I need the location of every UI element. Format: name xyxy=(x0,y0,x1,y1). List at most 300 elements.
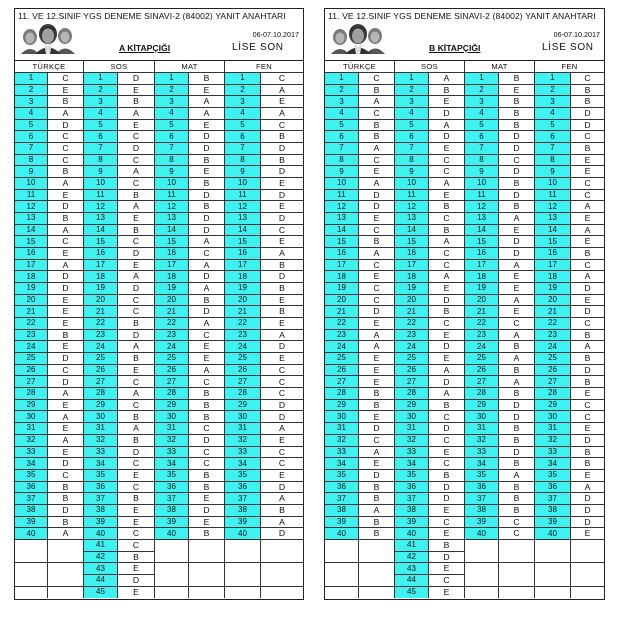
answer-key: D xyxy=(261,143,303,155)
question-number: 23 xyxy=(535,330,571,342)
question-number: 8 xyxy=(465,155,499,167)
question-number: 30 xyxy=(395,411,429,423)
question-number: 2 xyxy=(225,85,261,97)
grade-level-label: LİSE SON xyxy=(542,42,594,53)
empty-cell xyxy=(225,575,261,587)
answer-key: D xyxy=(48,458,84,470)
empty-cell xyxy=(325,552,359,564)
empty-cell xyxy=(499,587,535,599)
answer-key: C xyxy=(429,260,465,272)
question-number: 19 xyxy=(535,283,571,295)
question-number: 23 xyxy=(325,330,359,342)
answer-key: D xyxy=(48,271,84,283)
answer-key: E xyxy=(359,166,395,178)
question-number: 17 xyxy=(325,260,359,272)
answer-key: B xyxy=(261,505,303,517)
question-number: 25 xyxy=(15,353,48,365)
answer-key: A xyxy=(261,493,303,505)
question-number: 13 xyxy=(535,213,571,225)
question-number: 39 xyxy=(225,517,261,529)
question-number: 44 xyxy=(84,575,118,587)
answer-key: E xyxy=(48,423,84,435)
answer-key: D xyxy=(261,528,303,540)
question-number: 32 xyxy=(225,435,261,447)
empty-cell xyxy=(155,575,189,587)
answer-key: D xyxy=(571,517,604,529)
question-number: 11 xyxy=(84,190,118,202)
answer-key: A xyxy=(261,248,303,260)
question-number: 24 xyxy=(465,341,499,353)
question-number: 20 xyxy=(155,295,189,307)
question-number: 23 xyxy=(395,330,429,342)
question-number: 2 xyxy=(325,85,359,97)
answer-key: E xyxy=(261,353,303,365)
question-number: 7 xyxy=(225,143,261,155)
answer-key: D xyxy=(499,411,535,423)
answer-key: C xyxy=(261,376,303,388)
answer-key: A xyxy=(499,376,535,388)
question-number: 36 xyxy=(535,482,571,494)
answer-key: E xyxy=(189,517,225,529)
question-number: 25 xyxy=(395,353,429,365)
answer-key: E xyxy=(429,190,465,202)
question-number: 18 xyxy=(15,271,48,283)
answer-key: D xyxy=(261,400,303,412)
answer-key: A xyxy=(261,85,303,97)
question-number: 23 xyxy=(465,330,499,342)
question-number: 22 xyxy=(15,318,48,330)
answer-key: C xyxy=(571,411,604,423)
answer-key: C xyxy=(429,411,465,423)
question-number: 5 xyxy=(84,120,118,132)
question-number: 7 xyxy=(465,143,499,155)
question-number: 1 xyxy=(225,73,261,85)
answer-key: E xyxy=(189,166,225,178)
answer-key: A xyxy=(189,108,225,120)
question-number: 25 xyxy=(225,353,261,365)
question-number: 29 xyxy=(325,400,359,412)
answer-key: D xyxy=(118,73,155,85)
question-number: 39 xyxy=(535,517,571,529)
answer-key: D xyxy=(571,493,604,505)
question-number: 22 xyxy=(225,318,261,330)
answer-key: D xyxy=(261,166,303,178)
empty-cell xyxy=(499,540,535,552)
empty-cell xyxy=(189,552,225,564)
answer-grid xyxy=(15,60,303,598)
answer-key: C xyxy=(118,236,155,248)
question-number: 6 xyxy=(465,131,499,143)
booklet-label: B KİTAPÇIĞI xyxy=(429,43,481,53)
answer-key: E xyxy=(571,213,604,225)
question-number: 36 xyxy=(15,482,48,494)
answer-key: A xyxy=(261,108,303,120)
answer-key: A xyxy=(118,423,155,435)
answer-key: C xyxy=(261,388,303,400)
question-number: 13 xyxy=(84,213,118,225)
question-number: 37 xyxy=(325,493,359,505)
question-number: 23 xyxy=(15,330,48,342)
answer-key: B xyxy=(189,388,225,400)
answer-key: C xyxy=(48,236,84,248)
answer-key: B xyxy=(189,400,225,412)
answer-key: B xyxy=(118,96,155,108)
question-number: 12 xyxy=(225,201,261,213)
answer-key: E xyxy=(118,213,155,225)
answer-key: B xyxy=(499,96,535,108)
answer-key: A xyxy=(499,260,535,272)
answer-key: C xyxy=(189,330,225,342)
question-number: 11 xyxy=(535,190,571,202)
question-number: 6 xyxy=(155,131,189,143)
answer-key: B xyxy=(118,435,155,447)
question-number: 40 xyxy=(225,528,261,540)
question-number: 27 xyxy=(465,376,499,388)
answer-key: E xyxy=(571,155,604,167)
answer-key: A xyxy=(48,108,84,120)
empty-cell xyxy=(261,552,303,564)
answer-key: D xyxy=(499,190,535,202)
answer-key: B xyxy=(571,376,604,388)
question-number: 38 xyxy=(15,505,48,517)
question-number: 30 xyxy=(535,411,571,423)
answer-key: E xyxy=(48,341,84,353)
answer-key: A xyxy=(359,447,395,459)
answer-key: D xyxy=(571,306,604,318)
question-number: 2 xyxy=(395,85,429,97)
answer-key: B xyxy=(189,470,225,482)
question-number: 12 xyxy=(325,201,359,213)
empty-cell xyxy=(571,552,604,564)
empty-cell xyxy=(189,563,225,575)
question-number: 6 xyxy=(395,131,429,143)
answer-key: B xyxy=(261,306,303,318)
question-number: 21 xyxy=(155,306,189,318)
question-number: 38 xyxy=(325,505,359,517)
answer-grid xyxy=(325,60,604,598)
answer-key: B xyxy=(118,411,155,423)
answer-key: E xyxy=(499,306,535,318)
question-number: 27 xyxy=(155,376,189,388)
question-number: 29 xyxy=(155,400,189,412)
answer-key: C xyxy=(571,318,604,330)
answer-key: E xyxy=(359,365,395,377)
question-number: 24 xyxy=(535,341,571,353)
question-number: 3 xyxy=(395,96,429,108)
question-number: 30 xyxy=(84,411,118,423)
question-number: 13 xyxy=(225,213,261,225)
answer-key: C xyxy=(48,143,84,155)
school-logo xyxy=(19,22,77,54)
question-number: 28 xyxy=(225,388,261,400)
answer-key: C xyxy=(118,178,155,190)
empty-cell xyxy=(225,540,261,552)
question-number: 1 xyxy=(84,73,118,85)
answer-key: A xyxy=(48,388,84,400)
answer-key: D xyxy=(48,376,84,388)
question-number: 35 xyxy=(15,470,48,482)
question-number: 34 xyxy=(535,458,571,470)
answer-key: C xyxy=(48,365,84,377)
question-number: 30 xyxy=(325,411,359,423)
question-number: 11 xyxy=(465,190,499,202)
answer-key: B xyxy=(499,435,535,447)
question-number: 29 xyxy=(465,400,499,412)
question-number: 18 xyxy=(84,271,118,283)
question-number: 12 xyxy=(535,201,571,213)
answer-key: B xyxy=(48,166,84,178)
empty-cell xyxy=(535,563,571,575)
empty-cell xyxy=(261,540,303,552)
question-number: 40 xyxy=(155,528,189,540)
question-number: 1 xyxy=(395,73,429,85)
question-number: 42 xyxy=(84,552,118,564)
question-number: 25 xyxy=(535,353,571,365)
answer-key: A xyxy=(429,365,465,377)
answer-key: B xyxy=(359,493,395,505)
empty-cell xyxy=(48,552,84,564)
answer-key: C xyxy=(359,108,395,120)
exam-date: 06-07.10.2017 xyxy=(553,30,600,39)
answer-key: E xyxy=(429,283,465,295)
answer-key: D xyxy=(261,213,303,225)
question-number: 13 xyxy=(15,213,48,225)
answer-key: E xyxy=(189,353,225,365)
answer-key: C xyxy=(359,260,395,272)
question-number: 37 xyxy=(15,493,48,505)
question-number: 19 xyxy=(225,283,261,295)
question-number: 2 xyxy=(465,85,499,97)
answer-key: E xyxy=(48,306,84,318)
subject-header-fen: FEN xyxy=(225,61,303,73)
answer-key: C xyxy=(261,120,303,132)
question-number: 14 xyxy=(84,225,118,237)
question-number: 22 xyxy=(535,318,571,330)
answer-key: C xyxy=(118,458,155,470)
empty-cell xyxy=(261,575,303,587)
question-number: 34 xyxy=(325,458,359,470)
question-number: 25 xyxy=(325,353,359,365)
empty-cell xyxy=(261,587,303,599)
answer-key: B xyxy=(189,411,225,423)
question-number: 40 xyxy=(465,528,499,540)
question-number: 20 xyxy=(225,295,261,307)
answer-key: A xyxy=(359,178,395,190)
answer-key: A xyxy=(118,341,155,353)
answer-key-sheet-b xyxy=(324,8,605,600)
question-number: 33 xyxy=(465,447,499,459)
empty-cell xyxy=(325,587,359,599)
question-number: 24 xyxy=(395,341,429,353)
exam-date: 06-07.10.2017 xyxy=(252,30,299,39)
empty-cell xyxy=(465,587,499,599)
answer-key: D xyxy=(189,505,225,517)
answer-key: A xyxy=(499,470,535,482)
answer-key: E xyxy=(118,120,155,132)
answer-key: E xyxy=(359,213,395,225)
answer-key: A xyxy=(429,178,465,190)
question-number: 6 xyxy=(325,131,359,143)
empty-cell xyxy=(571,575,604,587)
question-number: 34 xyxy=(84,458,118,470)
question-number: 9 xyxy=(535,166,571,178)
empty-cell xyxy=(535,575,571,587)
question-number: 9 xyxy=(84,166,118,178)
empty-cell xyxy=(325,575,359,587)
question-number: 9 xyxy=(465,166,499,178)
question-number: 20 xyxy=(325,295,359,307)
question-number: 11 xyxy=(225,190,261,202)
answer-key: C xyxy=(429,213,465,225)
answer-key: D xyxy=(571,365,604,377)
question-number: 18 xyxy=(535,271,571,283)
answer-key: C xyxy=(429,458,465,470)
question-number: 3 xyxy=(325,96,359,108)
question-number: 38 xyxy=(84,505,118,517)
question-number: 8 xyxy=(395,155,429,167)
answer-key: C xyxy=(189,458,225,470)
answer-key: C xyxy=(118,540,155,552)
question-number: 1 xyxy=(15,73,48,85)
answer-key: D xyxy=(429,423,465,435)
answer-key: A xyxy=(48,435,84,447)
answer-key: B xyxy=(499,423,535,435)
answer-key: C xyxy=(118,376,155,388)
empty-cell xyxy=(499,563,535,575)
answer-key: B xyxy=(189,528,225,540)
answer-key: B xyxy=(499,505,535,517)
empty-cell xyxy=(571,540,604,552)
empty-cell xyxy=(359,587,395,599)
question-number: 37 xyxy=(155,493,189,505)
question-number: 42 xyxy=(395,552,429,564)
answer-key: E xyxy=(48,447,84,459)
answer-key: D xyxy=(429,131,465,143)
question-number: 11 xyxy=(15,190,48,202)
question-number: 31 xyxy=(535,423,571,435)
answer-key: B xyxy=(48,482,84,494)
empty-cell xyxy=(15,540,48,552)
answer-key: B xyxy=(499,388,535,400)
answer-key: D xyxy=(261,190,303,202)
question-number: 40 xyxy=(15,528,48,540)
question-number: 30 xyxy=(225,411,261,423)
answer-key: B xyxy=(499,73,535,85)
answer-key: B xyxy=(429,540,465,552)
empty-cell xyxy=(225,552,261,564)
question-number: 5 xyxy=(325,120,359,132)
answer-key: C xyxy=(571,131,604,143)
question-number: 37 xyxy=(395,493,429,505)
answer-key: C xyxy=(359,73,395,85)
question-number: 45 xyxy=(395,587,429,599)
question-number: 22 xyxy=(325,318,359,330)
answer-key: E xyxy=(48,190,84,202)
question-number: 38 xyxy=(155,505,189,517)
question-number: 25 xyxy=(84,353,118,365)
empty-cell xyxy=(359,552,395,564)
question-number: 1 xyxy=(535,73,571,85)
question-number: 13 xyxy=(465,213,499,225)
empty-cell xyxy=(359,540,395,552)
question-number: 35 xyxy=(535,470,571,482)
question-number: 38 xyxy=(465,505,499,517)
answer-key: A xyxy=(359,505,395,517)
question-number: 10 xyxy=(535,178,571,190)
answer-key: B xyxy=(571,458,604,470)
question-number: 27 xyxy=(15,376,48,388)
question-number: 5 xyxy=(535,120,571,132)
answer-key: A xyxy=(48,411,84,423)
question-number: 30 xyxy=(15,411,48,423)
question-number: 7 xyxy=(155,143,189,155)
question-number: 23 xyxy=(225,330,261,342)
answer-key: B xyxy=(571,85,604,97)
question-number: 44 xyxy=(395,575,429,587)
answer-key: D xyxy=(359,470,395,482)
answer-key: C xyxy=(429,155,465,167)
question-number: 7 xyxy=(395,143,429,155)
question-number: 39 xyxy=(84,517,118,529)
question-number: 31 xyxy=(225,423,261,435)
question-number: 34 xyxy=(395,458,429,470)
answer-key: D xyxy=(189,143,225,155)
answer-key: E xyxy=(571,295,604,307)
answer-key: C xyxy=(359,283,395,295)
question-number: 16 xyxy=(225,248,261,260)
question-number: 28 xyxy=(465,388,499,400)
question-number: 7 xyxy=(84,143,118,155)
empty-cell xyxy=(261,563,303,575)
question-number: 40 xyxy=(535,528,571,540)
answer-key: B xyxy=(571,353,604,365)
question-number: 39 xyxy=(395,517,429,529)
question-number: 26 xyxy=(325,365,359,377)
question-number: 33 xyxy=(325,447,359,459)
answer-key: C xyxy=(359,155,395,167)
question-number: 24 xyxy=(155,341,189,353)
subject-header-turkce: TÜRKÇE xyxy=(325,61,395,73)
answer-key: B xyxy=(48,213,84,225)
answer-key: C xyxy=(571,73,604,85)
answer-key: E xyxy=(499,225,535,237)
question-number: 27 xyxy=(225,376,261,388)
answer-key: E xyxy=(429,505,465,517)
question-number: 32 xyxy=(15,435,48,447)
question-number: 19 xyxy=(15,283,48,295)
answer-key: B xyxy=(429,400,465,412)
empty-cell xyxy=(571,587,604,599)
question-number: 35 xyxy=(84,470,118,482)
question-number: 21 xyxy=(15,306,48,318)
answer-key: C xyxy=(359,435,395,447)
empty-cell xyxy=(15,575,48,587)
empty-cell xyxy=(15,552,48,564)
question-number: 24 xyxy=(225,341,261,353)
question-number: 25 xyxy=(465,353,499,365)
answer-key: E xyxy=(571,423,604,435)
question-number: 2 xyxy=(15,85,48,97)
answer-key: B xyxy=(118,552,155,564)
answer-key: B xyxy=(359,120,395,132)
question-number: 1 xyxy=(155,73,189,85)
question-number: 26 xyxy=(15,365,48,377)
answer-key: B xyxy=(261,260,303,272)
answer-key: A xyxy=(261,423,303,435)
answer-key: A xyxy=(429,271,465,283)
answer-key: C xyxy=(48,73,84,85)
question-number: 1 xyxy=(325,73,359,85)
